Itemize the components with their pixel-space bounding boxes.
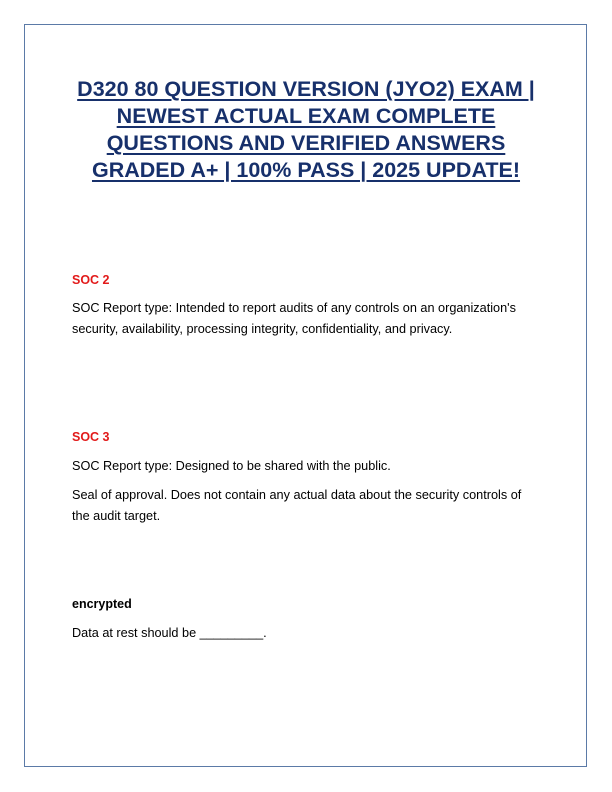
- term-encrypted: encrypted: [72, 597, 132, 611]
- document-title: D320 80 QUESTION VERSION (JYO2) EXAM | NEWEST ACTUAL EXAM COMPLETE QUESTIONS AND VERIFIED ANSWERS GRADED A+ | 100% PASS | 2025 UPDATE!: [77, 77, 535, 182]
- definition-soc-3-line-1: SOC Report type: Designed to be shared with the public.: [72, 459, 391, 473]
- definition-encrypted: Data at rest should be _________.: [72, 626, 267, 640]
- term-soc-3: SOC 3: [72, 430, 110, 444]
- term-soc-2: SOC 2: [72, 273, 110, 287]
- definition-soc-3-line-2: Seal of approval. Does not contain any actual data about the security controls of the audit target.: [72, 488, 522, 523]
- definition-soc-2: SOC Report type: Intended to report audits of any controls on an organization's security, availability, processing integrity, confidentiality, and privacy.: [72, 301, 516, 336]
